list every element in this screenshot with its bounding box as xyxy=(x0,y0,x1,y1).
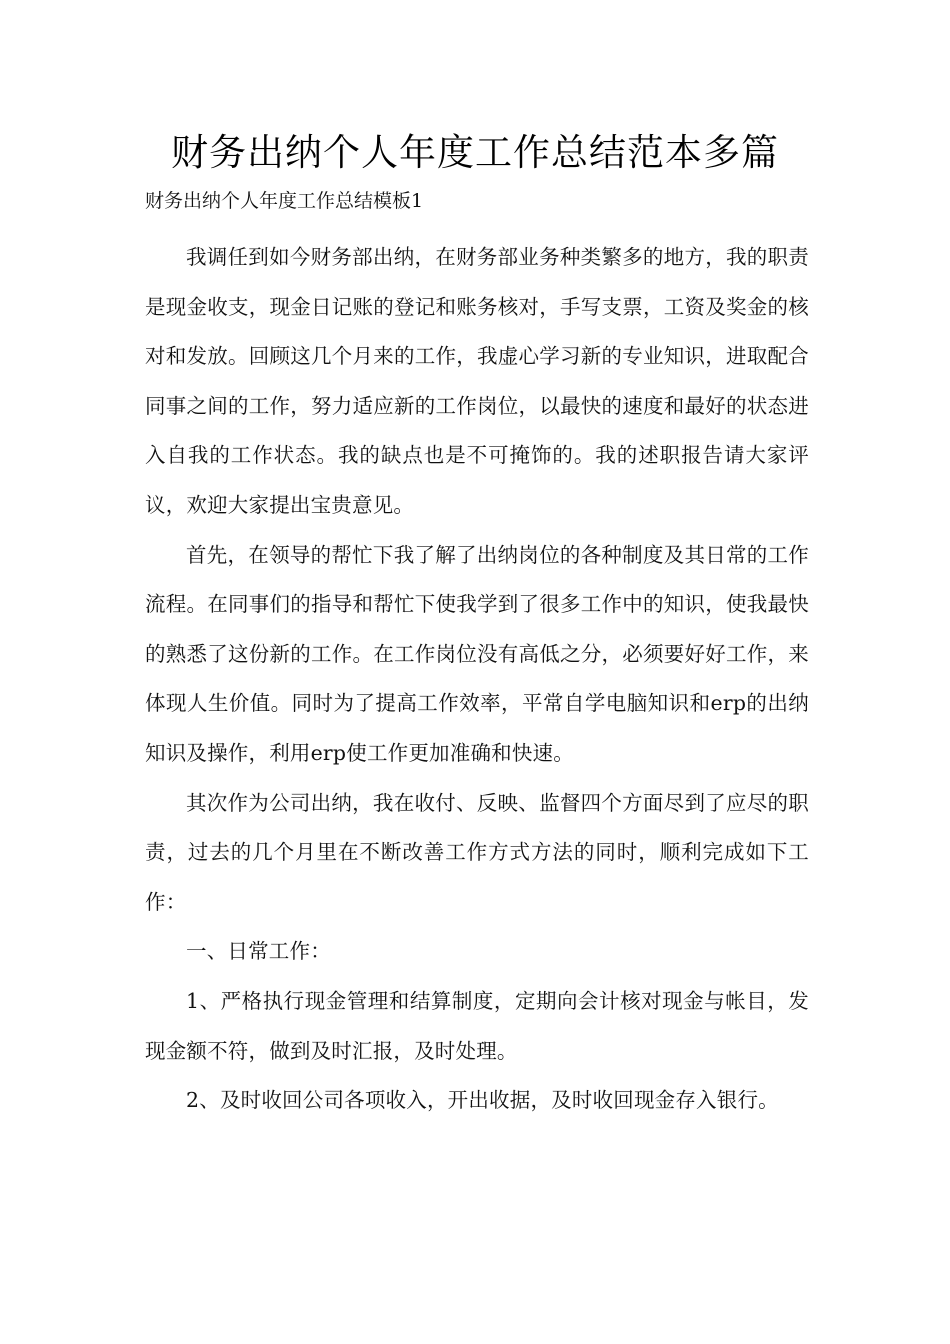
paragraph-intro: 我调任到如今财务部出纳，在财务部业务种类繁多的地方，我的职责是现金收支，现金日记账的登记和账务核对，手写支票，工资及奖金的核对和发放。回顾这几个月来的工作，我虚心学习新的专业知识，进取配合同事之间的工作，努力适应新的工作岗位，以最快的速度和最好的状态进入自我的工作状态。我的缺点也是不可掩饰的。我的述职报告请大家评议，欢迎大家提出宝贵意见。 xyxy=(145,245,809,517)
paragraph-first: 首先，在领导的帮忙下我了解了出纳岗位的各种制度及其日常的工作流程。在同事们的指导和帮忙下使我学到了很多工作中的知识，使我最快的熟悉了这份新的工作。在工作岗位没有高低之分，必须要好好工作，来体现人生价值。同时为了提高工作效率，平常自学电脑知识和erp的出纳知识及操作，利用erp使工作更加准确和快速。 xyxy=(145,542,809,765)
section-heading-daily-work: 一、日常工作： xyxy=(186,939,331,964)
list-item-1: 1、严格执行现金管理和结算制度，定期向会计核对现金与帐目，发现金额不符，做到及时汇报，及时处理。 xyxy=(145,988,809,1063)
document-body xyxy=(145,233,809,1126)
document-subtitle: 财务出纳个人年度工作总结模板1 xyxy=(145,190,424,212)
paragraph-second: 其次作为公司出纳，我在收付、反映、监督四个方面尽到了应尽的职责，过去的几个月里在不断改善工作方式方法的同时，顺利完成如下工作： xyxy=(145,790,809,914)
document-title: 财务出纳个人年度工作总结范本多篇 xyxy=(171,131,779,174)
list-item-2: 2、及时收回公司各项收入，开出收据，及时收回现金存入银行。 xyxy=(186,1088,779,1113)
